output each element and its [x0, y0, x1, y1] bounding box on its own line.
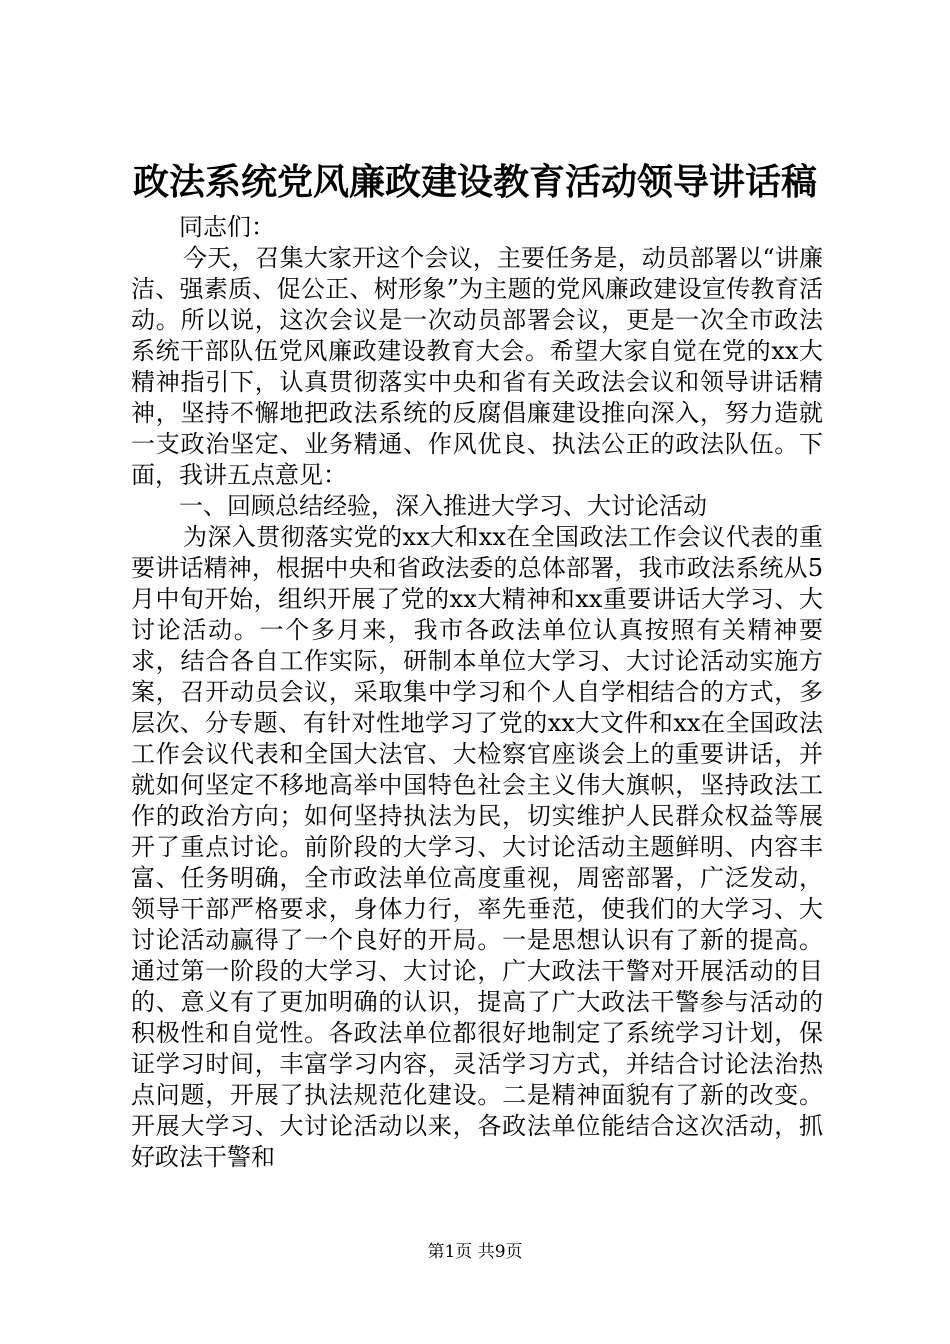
- paragraph-section-1: 为深入贯彻落实党的xx大和xx在全国政法工作会议代表的重要讲话精神，根据中央和省政法委的总体部署，我市政法系统从5月中旬开始，组织开展了党的xx大精神和xx重要讲话大学习、大讨论活动。一个多月来，我市各政法单位认真按照有关精神要求，结合各自工作实际，研制本单位大学习、大讨论活动实施方案，召开动员会议，采取集中学习和个人自学相结合的方式，多层次、分专题、有针对性地学习了党的xx大文件和xx在全国政法工作会议代表和全国大法官、大检察官座谈会上的重要讲话，并就如何坚定不移地高举中国特色社会主义伟大旗帜，坚持政法工作的政治方向；如何坚持执法为民，切实维护人民群众权益等展开了重点讨论。前阶段的大学习、大讨论活动主题鲜明、内容丰富、任务明确，全市政法单位高度重视，周密部署，广泛发动，领导干部严格要求，身体力行，率先垂范，使我们的大学习、大讨论活动赢得了一个良好的开局。一是思想认识有了新的提高。通过第一阶段的大学习、大讨论，广大政法干警对开展活动的目的、意义有了更加明确的认识，提高了广大政法干警参与活动的积极性和自觉性。各政法单位都很好地制定了系统学习计划，保证学习时间，丰富学习内容，灵活学习方式，并结合讨论法治热点问题，开展了执法规范化建设。二是精神面貌有了新的改变。开展大学习、大讨论活动以来，各政法单位能结合这次活动，抓好政法干警和: [131, 523, 823, 1171]
- page-number-footer: 第1页 共9页: [427, 1242, 523, 1262]
- paragraph-intro: 今天，召集大家开这个会议，主要任务是，动员部署以“讲廉洁、强素质、促公正、树形象”为主题的党风廉政建设宣传教育活动。所以说，这次会议是一次动员部署会议，更是一次全市政法系统干部队伍党风廉政建设教育大会。希望大家自觉在党的xx大精神指引下，认真贯彻落实中央和省有关政法会议和领导讲话精神，坚持不懈地把政法系统的反腐倡廉建设推向深入，努力造就一支政治坚定、业务精通、作风优良、执法公正的政法队伍。下面，我讲五点意见：: [131, 244, 823, 489]
- section-heading-1: 一、回顾总结经验，深入推进大学习、大讨论活动: [179, 492, 707, 520]
- document-body: [131, 212, 823, 1173]
- salutation: 同志们：: [179, 213, 275, 241]
- document-title: 政法系统党风廉政建设教育活动领导讲话稿: [132, 161, 817, 203]
